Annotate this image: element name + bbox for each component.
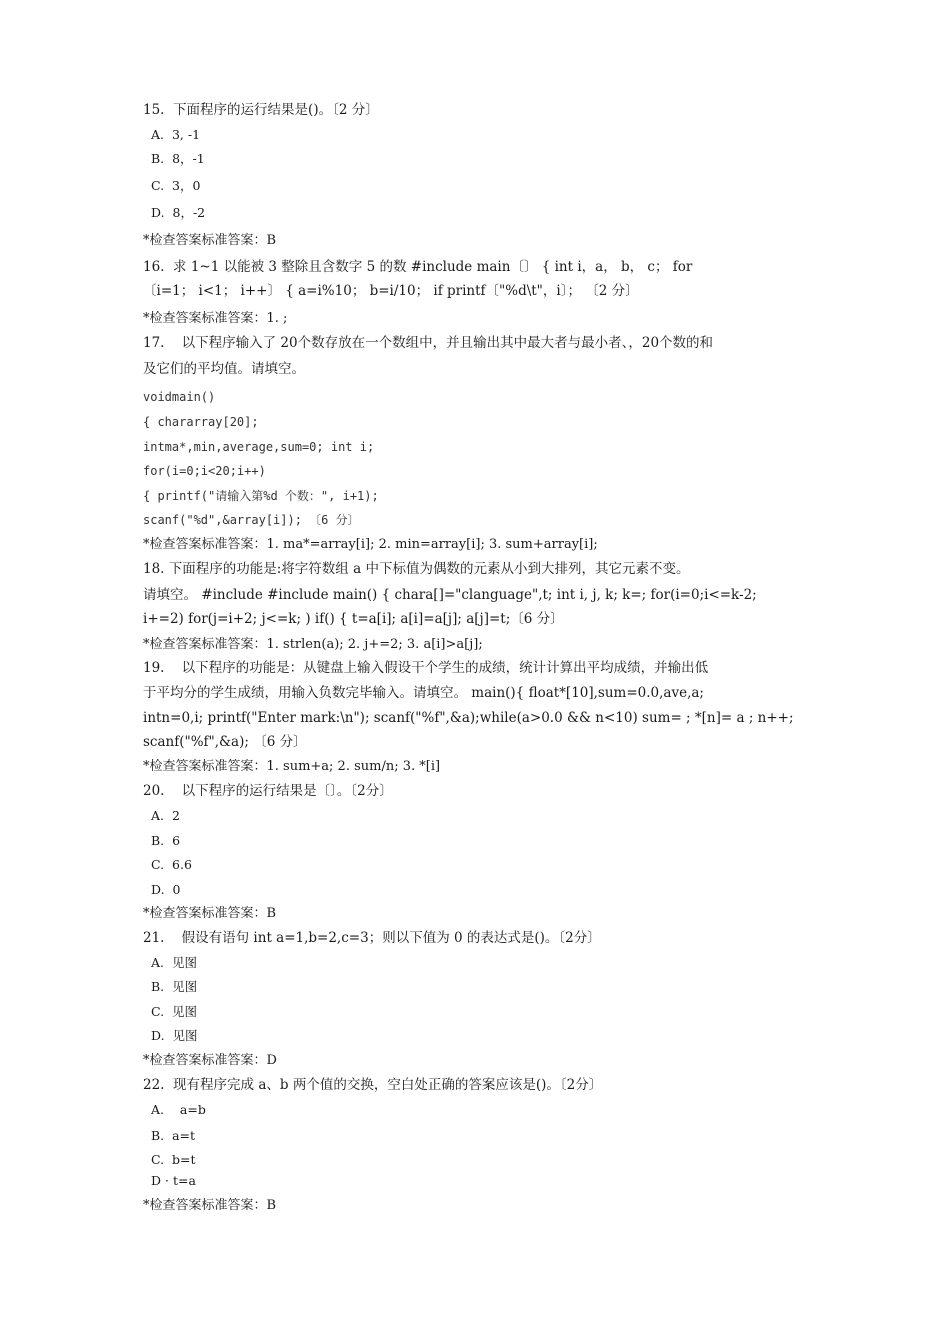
- q17-answer: *检查答案标准答案：1. ma*=array[i]; 2. min=array[i]; 3. sum+array[i];: [143, 537, 598, 552]
- q20-answer: *检查答案标准答案：B: [143, 906, 277, 921]
- q15-option-d: D. 8，-2: [151, 205, 206, 220]
- q18-answer: *检查答案标准答案：1. strlen(a); 2. j+=2; 3. a[i]>a[j];: [143, 637, 483, 652]
- q22-option-a: A. a=b: [151, 1102, 206, 1117]
- q16-stem-line1: 16. 求 1~1 以能被 3 整除且含数字 5 的数 #include main〔〕 { int i，a， b， c； for: [143, 259, 693, 275]
- q21-option-a: A. 见图: [151, 955, 197, 970]
- q22-option-c: C. b=t: [151, 1152, 196, 1167]
- q17-code-line3: intma*,min,average,sum=0; int i;: [143, 440, 375, 454]
- q15-option-a: A. 3, -1: [151, 127, 201, 142]
- q20-option-a: A. 2: [151, 808, 180, 823]
- q17-code-line6: scanf("%d",&array[i]); 〔6 分〕: [143, 513, 360, 527]
- q15-option-b: B. 8，-1: [151, 151, 205, 166]
- q19-stem-line1: 19. 以下程序的功能是：从键盘上输入假设干个学生的成绩，统计计算出平均成绩，并输出低: [143, 660, 709, 676]
- q18-stem-line1: 18. 下面程序的功能是:将字符数组 a 中下标值为偶数的元素从小到大排列，其它元素不变。: [143, 561, 690, 577]
- q17-code-line5: { printf("请输入第%d 个数：", i+1);: [143, 489, 379, 503]
- q20-option-b: B. 6: [151, 833, 181, 848]
- q19-stem-line4: scanf("%f",&a); 〔6 分〕: [143, 734, 307, 750]
- q17-code-line1: voidmain(): [143, 390, 216, 404]
- q20-option-d: D. 0: [151, 882, 181, 897]
- q19-answer: *检查答案标准答案：1. sum+a; 2. sum/n; 3. *[i]: [143, 759, 441, 774]
- q16-answer: *检查答案标准答案：1. ;: [143, 311, 288, 326]
- q22-stem: 22. 现有程序完成 a、b 两个值的交换，空白处正确的答案应该是()。〔2分〕: [143, 1077, 603, 1093]
- q15-option-c: C. 3，0: [151, 178, 201, 193]
- q15-stem: 15. 下面程序的运行结果是()。〔2 分〕: [143, 102, 379, 118]
- q18-stem-line2: 请填空。 #include #include main() { chara[]="clanguage",t; int i, j, k; k=; for(i=0;i<=k-2;: [143, 587, 757, 603]
- q22-option-b: B. a=t: [151, 1128, 196, 1143]
- q17-code-line2: { chararray[20];: [143, 415, 259, 429]
- q21-answer: *检查答案标准答案：D: [143, 1053, 277, 1068]
- q21-option-c: C. 见图: [151, 1004, 198, 1019]
- q22-answer: *检查答案标准答案：B: [143, 1198, 277, 1213]
- q17-stem-line2: 及它们的平均值。请填空。: [143, 361, 305, 377]
- q19-stem-line2: 于平均分的学生成绩，用输入负数完毕输入。请填空。 main(){ float*[10],sum=0.0,ave,a;: [143, 685, 704, 701]
- q20-stem: 20. 以下程序的运行结果是〔〕。〔2分〕: [143, 783, 393, 799]
- q21-option-b: B. 见图: [151, 979, 198, 994]
- q19-stem-line3: intn=0,i; printf("Enter mark:\n"); scanf("%f",&a);while(a>0.0 && n<10) sum= ; *[n]= a ; n++;: [143, 710, 794, 726]
- q21-option-d: D. 见图: [151, 1028, 198, 1043]
- q16-stem-line2: 〔i=1； i<1； i++〕 { a=i%10； b=i/10； if printf〔"%d\t"，i〕； 〔2 分〕: [143, 283, 639, 299]
- q17-code-line4: for(i=0;i<20;i++): [143, 464, 266, 478]
- q21-stem: 21. 假设有语句 int a=1,b=2,c=3；则以下值为 0 的表达式是()。〔2分〕: [143, 930, 601, 946]
- q20-option-c: C. 6.6: [151, 857, 192, 872]
- q18-stem-line3: i+=2) for(j=i+2; j<=k; ) if() { t=a[i]; a[i]=a[j]; a[j]=t;〔6 分〕: [143, 611, 564, 627]
- q22-option-d: D · t=a: [151, 1173, 196, 1188]
- q15-answer: *检查答案标准答案：B: [143, 233, 277, 248]
- q17-stem-line1: 17. 以下程序输入了 20个数存放在一个数组中，并且输出其中最大者与最小者、，20个数的和: [143, 335, 714, 351]
